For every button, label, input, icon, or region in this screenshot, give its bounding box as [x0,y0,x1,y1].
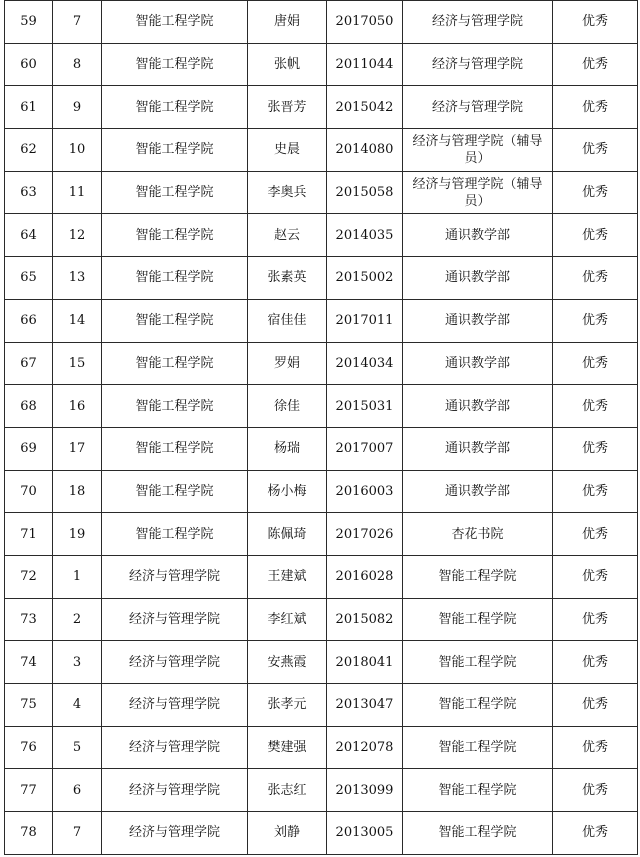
name-cell: 唐娟 [248,1,327,44]
home-unit-cell: 智能工程学院 [102,171,248,214]
assigned-unit-cell: 经济与管理学院 [403,43,553,86]
home-unit-cell: 智能工程学院 [102,43,248,86]
name-cell: 王建斌 [248,555,327,598]
name-cell: 张晋芳 [248,86,327,129]
rating-cell: 优秀 [553,214,638,257]
name-cell: 陈佩琦 [248,513,327,556]
home-unit-cell: 智能工程学院 [102,427,248,470]
home-unit-cell: 智能工程学院 [102,299,248,342]
staff-id-cell: 2012078 [327,726,403,769]
table-body [5,1,638,855]
home-unit-cell: 智能工程学院 [102,129,248,172]
group-index-cell: 12 [53,214,102,257]
name-cell: 李红斌 [248,598,327,641]
assigned-unit-cell: 智能工程学院 [403,684,553,727]
group-index-cell: 11 [53,171,102,214]
table-row [5,1,638,44]
staff-id-cell: 2014035 [327,214,403,257]
staff-id-cell: 2015002 [327,257,403,300]
row-number-cell: 62 [5,129,53,172]
assigned-unit-cell: 智能工程学院 [403,598,553,641]
rating-cell: 优秀 [553,1,638,44]
rating-cell: 优秀 [553,427,638,470]
staff-id-cell: 2014080 [327,129,403,172]
table-row [5,427,638,470]
table-row [5,129,638,172]
rating-cell: 优秀 [553,598,638,641]
table-row [5,684,638,727]
home-unit-cell: 经济与管理学院 [102,598,248,641]
assigned-unit-cell: 通识教学部 [403,299,553,342]
home-unit-cell: 智能工程学院 [102,470,248,513]
table-row [5,257,638,300]
rating-cell: 优秀 [553,684,638,727]
assigned-unit-cell: 通识教学部 [403,470,553,513]
rating-cell: 优秀 [553,43,638,86]
staff-id-cell: 2015058 [327,171,403,214]
staff-id-cell: 2015031 [327,385,403,428]
rating-cell: 优秀 [553,299,638,342]
group-index-cell: 14 [53,299,102,342]
home-unit-cell: 智能工程学院 [102,513,248,556]
table-row [5,86,638,129]
row-number-cell: 63 [5,171,53,214]
name-cell: 徐佳 [248,385,327,428]
home-unit-cell: 经济与管理学院 [102,684,248,727]
row-number-cell: 74 [5,641,53,684]
assigned-unit-cell: 经济与管理学院（辅导员） [403,129,553,172]
row-number-cell: 76 [5,726,53,769]
assigned-unit-cell: 经济与管理学院 [403,1,553,44]
name-cell: 张志红 [248,769,327,812]
name-cell: 安燕霞 [248,641,327,684]
row-number-cell: 71 [5,513,53,556]
home-unit-cell: 经济与管理学院 [102,812,248,855]
name-cell: 樊建强 [248,726,327,769]
row-number-cell: 64 [5,214,53,257]
rating-cell: 优秀 [553,470,638,513]
table-row [5,214,638,257]
table-row [5,470,638,513]
name-cell: 赵云 [248,214,327,257]
home-unit-cell: 经济与管理学院 [102,769,248,812]
group-index-cell: 7 [53,812,102,855]
group-index-cell: 6 [53,769,102,812]
group-index-cell: 15 [53,342,102,385]
rating-cell: 优秀 [553,86,638,129]
staff-id-cell: 2013005 [327,812,403,855]
rating-cell: 优秀 [553,726,638,769]
row-number-cell: 61 [5,86,53,129]
rating-cell: 优秀 [553,555,638,598]
home-unit-cell: 经济与管理学院 [102,555,248,598]
row-number-cell: 78 [5,812,53,855]
staff-id-cell: 2017007 [327,427,403,470]
name-cell: 李奥兵 [248,171,327,214]
staff-id-cell: 2018041 [327,641,403,684]
evaluation-table [4,0,638,855]
staff-id-cell: 2017050 [327,1,403,44]
assigned-unit-cell: 智能工程学院 [403,812,553,855]
table-row [5,299,638,342]
assigned-unit-cell: 智能工程学院 [403,726,553,769]
home-unit-cell: 智能工程学院 [102,342,248,385]
group-index-cell: 19 [53,513,102,556]
assigned-unit-cell: 通识教学部 [403,342,553,385]
group-index-cell: 3 [53,641,102,684]
row-number-cell: 67 [5,342,53,385]
row-number-cell: 60 [5,43,53,86]
row-number-cell: 77 [5,769,53,812]
assigned-unit-cell: 智能工程学院 [403,769,553,812]
group-index-cell: 16 [53,385,102,428]
name-cell: 史晨 [248,129,327,172]
assigned-unit-cell: 通识教学部 [403,385,553,428]
assigned-unit-cell: 智能工程学院 [403,555,553,598]
group-index-cell: 7 [53,1,102,44]
group-index-cell: 17 [53,427,102,470]
name-cell: 杨小梅 [248,470,327,513]
group-index-cell: 13 [53,257,102,300]
assigned-unit-cell: 通识教学部 [403,427,553,470]
assigned-unit-cell: 通识教学部 [403,257,553,300]
row-number-cell: 75 [5,684,53,727]
name-cell: 张孝元 [248,684,327,727]
home-unit-cell: 智能工程学院 [102,214,248,257]
staff-id-cell: 2016003 [327,470,403,513]
rating-cell: 优秀 [553,129,638,172]
row-number-cell: 69 [5,427,53,470]
table-row [5,641,638,684]
rating-cell: 优秀 [553,385,638,428]
staff-id-cell: 2013047 [327,684,403,727]
staff-id-cell: 2016028 [327,555,403,598]
table-row [5,726,638,769]
staff-id-cell: 2011044 [327,43,403,86]
home-unit-cell: 智能工程学院 [102,86,248,129]
home-unit-cell: 智能工程学院 [102,257,248,300]
staff-id-cell: 2015042 [327,86,403,129]
staff-id-cell: 2013099 [327,769,403,812]
name-cell: 张帆 [248,43,327,86]
name-cell: 张素英 [248,257,327,300]
group-index-cell: 8 [53,43,102,86]
table-row [5,812,638,855]
rating-cell: 优秀 [553,769,638,812]
group-index-cell: 18 [53,470,102,513]
assigned-unit-cell: 通识教学部 [403,214,553,257]
table-row [5,43,638,86]
group-index-cell: 10 [53,129,102,172]
group-index-cell: 5 [53,726,102,769]
name-cell: 宿佳佳 [248,299,327,342]
table-row [5,342,638,385]
row-number-cell: 68 [5,385,53,428]
row-number-cell: 72 [5,555,53,598]
rating-cell: 优秀 [553,342,638,385]
row-number-cell: 65 [5,257,53,300]
row-number-cell: 73 [5,598,53,641]
table-row [5,171,638,214]
home-unit-cell: 智能工程学院 [102,385,248,428]
name-cell: 刘静 [248,812,327,855]
staff-id-cell: 2015082 [327,598,403,641]
rating-cell: 优秀 [553,812,638,855]
row-number-cell: 66 [5,299,53,342]
name-cell: 杨瑞 [248,427,327,470]
table-row [5,385,638,428]
staff-id-cell: 2017026 [327,513,403,556]
group-index-cell: 1 [53,555,102,598]
table-row [5,769,638,812]
group-index-cell: 2 [53,598,102,641]
rating-cell: 优秀 [553,171,638,214]
assigned-unit-cell: 经济与管理学院（辅导员） [403,171,553,214]
group-index-cell: 4 [53,684,102,727]
assigned-unit-cell: 经济与管理学院 [403,86,553,129]
home-unit-cell: 智能工程学院 [102,1,248,44]
rating-cell: 优秀 [553,513,638,556]
assigned-unit-cell: 智能工程学院 [403,641,553,684]
rating-cell: 优秀 [553,257,638,300]
name-cell: 罗娟 [248,342,327,385]
assigned-unit-cell: 杏花书院 [403,513,553,556]
row-number-cell: 70 [5,470,53,513]
staff-id-cell: 2017011 [327,299,403,342]
table-row [5,513,638,556]
home-unit-cell: 经济与管理学院 [102,726,248,769]
group-index-cell: 9 [53,86,102,129]
staff-id-cell: 2014034 [327,342,403,385]
table-row [5,555,638,598]
table-row [5,598,638,641]
home-unit-cell: 经济与管理学院 [102,641,248,684]
rating-cell: 优秀 [553,641,638,684]
row-number-cell: 59 [5,1,53,44]
